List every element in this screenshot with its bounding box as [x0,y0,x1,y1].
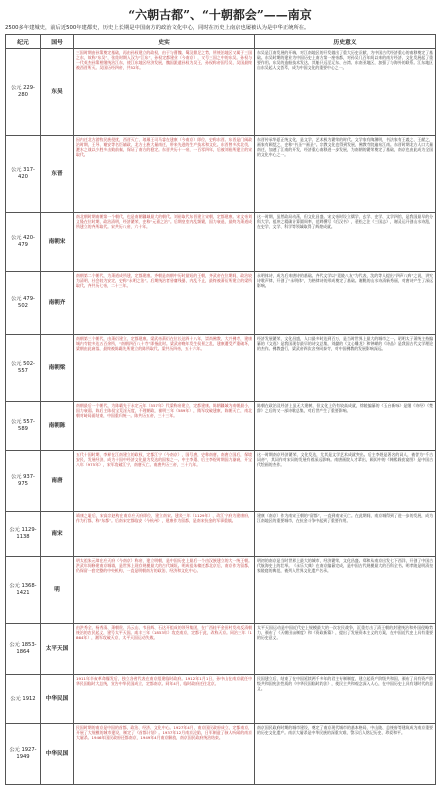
table-row [6,451,436,512]
era-cell: 公元 1927-1949 [6,724,41,785]
history-table [5,34,436,785]
history-cell [74,335,255,402]
significance-cell [255,557,436,624]
significance-text: 建康（南京）作为南宋王朝的“留都”，一直到南宋灭亡。在此期间，南京城得到了进一步的发展，成为江南地区的重要城市，在抗金斗争中起到了重要作用。 [257,513,433,524]
dynasty-cell: 南朝齐 [41,272,74,335]
history-text: 靖康之耻后，宋高宗赵构在南京应天府即位，建立南宋。建炎三年（1129年），改江宁府为建康府，作为行都，称“东都”。后南宋定都临安（今杭州），建康作为留都，是南宋抗金的军事重镇。 [76,513,252,524]
dynasty-cell: 明 [41,557,74,624]
history-text: 南朝第二个朝代，为萧道成所建，定都建康。齐朝是南朝中历时最短的王朝，齐武帝在位期间，政治较为清明，社会较为安定，史称“永明之治”。后期统治者昏庸残暴，内乱不止，最终被萧衍所建立的梁所取代。齐共历七帝，二十三年。 [76,273,252,289]
intro-text: 2500多年建城史，前后近500年建都史，历史上长期是中国南方的政治文化中心，同时在历史上南京也屡被认为是中华正统所在。 [5,25,310,31]
history-cell [74,624,255,675]
history-cell [74,49,255,136]
history-text: 五代十国时期，李昪在江南建立的政权，定都江宁（今南京），国号唐，史称南唐。南唐立国后，保境安民，发展经济，成为十国中经济文化最为发达的国家之一。中主李璟、后主李煜时期国力渐衰，开宝八年（975年），宋军攻破江宁，南唐灭亡。南唐共历三帝，三十九年。 [76,452,252,468]
significance-text: 太平天国运动是中国近代史上规模最大的一次农民战争，沉重打击了清王朝的封建统治和外国侵略势力，颁布了《天朝田亩制度》和《资政新篇》，提出了发展资本主义的方案，在中国近代史上具有重要的历史意义。 [257,625,433,641]
history-text: 因内迁北方游牧民族侵扰，西晋灭亡，琅琊王司马睿在建康（今南京）即位，史称东晋。东晋是门阀政治时期，王导、谢安等名臣辅政，北方士族大量南迁，带来先进的生产技术和文化。东晋曾多次北伐，淝水之战以少胜多击败前秦，保证了南方的稳定。东晋共历十一帝，一百零四年，后被刘裕所建立的宋取代。 [76,137,252,158]
dynasty-cell: 南宋 [41,512,74,557]
header-era: 纪元 [6,35,41,49]
significance-text: 陈朝在政治及经济上虽无大建树，但文化上仍有较高成就，徐陵编纂的《玉台新咏》是继《诗经》《楚辞》之后的又一部诗歌总集，对后世产生了重要影响。 [257,403,433,414]
history-cell [74,512,255,557]
history-text: 南朝最后一个朝代，为陈霸先于永定元年（557年）代梁称帝建立，定都建康。陈朝疆域为南朝最小，国力衰弱。陈后主陈叔宝荒淫无度，不理朝政，祯明三年（589年），隋军攻破建康，陈朝灭亡，南北朝对峙局面结束，中国重归统一。陈共历五帝，三十三年。 [76,403,252,419]
history-cell [74,272,255,335]
significance-cell [255,675,436,724]
table-row [6,402,436,451]
dynasty-cell: 南朝宋 [41,213,74,272]
dynasty-cell: 东吴 [41,49,74,136]
era-cell: 公元 1129-1138 [6,512,41,557]
page-title: “六朝古都”、“十朝都会”——南京 [128,8,312,22]
history-text: 南北朝时期南朝第一个朝代，也是南朝疆域最大的朝代。刘裕取代东晋建立宋朝，定都建康。宋文帝刘义隆在位时期，政治清明，经济繁荣，史称“元嘉之治”。后期皇室内乱频繁，国力衰退，最终为萧道成所建立的齐所取代。宋共历八帝，六十年。 [76,214,252,230]
significance-cell [255,624,436,675]
history-text: 1911年辛亥革命爆发后，独立各省代表在南京组建临时政府。1912年1月1日，孙中山在南京就任中华民国临时大总统，宣告中华民国成立，定都南京。同年4月，临时政府迁往北京。 [76,676,252,687]
era-cell: 公元 229-280 [6,49,41,136]
header-significance: 历史意义 [255,35,436,49]
significance-cell [255,272,436,335]
era-cell: 公元 502-557 [6,335,41,402]
significance-cell [255,136,436,213]
table-row [6,675,436,724]
dynasty-cell: 中华民国 [41,724,74,785]
dynasty-cell: 南唐 [41,451,74,512]
significance-text: 永明体诗，成为后来唐诗的基础。齐代文学以“竟陵八友”为代表，沈约等人提出“四声八病”之说，讲究诗歌声律，开创了“永明体”，为格律诗的形成奠定了基础。谢朓的山水诗清新秀丽，对唐诗产生了深远影响。 [257,273,433,289]
history-cell [74,451,255,512]
era-cell: 公元 1368-1421 [6,557,41,624]
dynasty-cell: 中华民国 [41,675,74,724]
dynasty-cell: 东晋 [41,136,74,213]
significance-text: 东吴是江南发展的开端，对江南地区的开发做出了重大历史贡献，为中国古代经济重心的南移奠定了基础。东吴时期的建业为中国历史上南方第一座帝都，对孙吴几百年间以来的南方经济、文化发展起了重要作用。东吴的造船技术发达，其船只远至辽东、台湾、东南亚地区，加强了与海外的联系。江东地区自东吴起人文荟萃，成为中国文化的重要中心之一。 [257,50,433,71]
history-text: 明太祖朱元璋在应天府（今南京）称帝，建立明朝，是中国历史上最后一个由汉族建立的大一统王朝。洪武年间修建南京城墙，是世界上现存规模最大的古代城垣。明成祖朱棣迁都北京后，南京作为留都，仍保留一套完整的中央机构，一直是明朝南方的政治、经济和文化中心。 [76,558,252,574]
history-cell [74,724,255,785]
era-cell: 公元 937-975 [6,451,41,512]
table-row [6,272,436,335]
dynasty-cell: 太平天国 [41,624,74,675]
history-text: 三国时期由孙策奠定基础，再由孙权建立的政权，由于与曹魏、蜀汉鼎足之势，所统治地区又属于三国之东，故称“东吴”，张纮时期入汉为“江东”，孙权定都建业（今南京），又号三国之中的东吴。孙权与一代英杰孙策相继统治江东，使江东地区经济发展，魏国派遣孙权为吴王，孙权称帝国号吴，吴国最终被西晋所灭。吴国历经四帝，共52年。 [76,50,252,71]
table-row [6,335,436,402]
header-dynasty: 国号 [41,35,74,49]
history-cell [74,557,255,624]
dynasty-cell: 南朝梁 [41,335,74,402]
table-row [6,724,436,785]
significance-cell [255,724,436,785]
era-cell: 公元 1912 [6,675,41,724]
significance-text: 南京国民政府时期的城市建设，奠定了南京现代城市的基本格局，中山陵、总统府等建筑成为南京重要的历史文化遗产。南京大屠杀是中华民族的深重灾难，警示后人铭记历史、珍爱和平。 [257,725,433,736]
era-cell: 公元 479-502 [6,272,41,335]
significance-cell [255,335,436,402]
significance-text: 明初的南京是当时世界上最大的城市，经济繁荣，文化昌盛。郑和从南京出发七下西洋，开创了中国古代航海史上的壮举。《永乐大典》在南京编纂完成，是中国古代规模最大的百科全书。明孝陵是明清皇家陵寝的典范，被列入世界文化遗产名录。 [257,558,433,574]
significance-text: 这一时期，虽然政局动荡，但文化昌盛。宋文帝时设立儒学、玄学、史学、文学四馆，是我国最早的分科大学。祖冲之精确计算圆周率，范晔撰写《后汉书》，裴松之注《三国志》，谢灵运开创山水诗派，在史学、文学、科学等领域取得了辉煌成就。 [257,214,433,230]
significance-cell [255,451,436,512]
table-row [6,624,436,675]
significance-text: 经济发展繁荣，文化昌盛，人口最多时达到百万，是当时世界上最大的城市之一。昭明太子萧统主持编纂的《文选》是我国现存最早的诗文总集，刘勰的《文心雕龙》和钟嵘的《诗品》是我国古代文学理论的杰作。佛教盛行，梁武帝四次舍身同泰寺，对中国佛教的发展影响深远。 [257,336,433,352]
significance-cell [255,402,436,451]
table-header-row [6,35,436,49]
table-row [6,49,436,136]
era-cell: 公元 1853-1864 [6,624,41,675]
history-cell [74,675,255,724]
history-text: 由洪秀全、杨秀清、萧朝贵、冯云山、韦昌辉、石达开组成的领导集团，在广西桂平金田村发动反清朝统治的农民起义，建号太平天国。咸丰三年（1853年）攻克南京，定都于此，改称天京。同治三年（1864年），湘军攻破天京，太平天国运动失败。 [76,625,252,641]
history-text: 南朝第三个朝代，由萧衍建立，定都建康。梁武帝萧衍在位长达四十八年，崇尚佛教，大兴佛寺，建康城内寺院多达五百余所，“南朝四百八十寺”即指此时。梁武帝晚年发生侯景之乱，建康遭受严重破坏，梁朝由此衰落，最终被陈霸先所建立的陈所取代。梁共历四帝，五十六年。 [76,336,252,352]
header-history: 史实 [74,35,255,49]
era-cell: 公元 557-589 [6,402,41,451]
table-row [6,512,436,557]
table-row [6,213,436,272]
era-cell: 公元 317-420 [6,136,41,213]
era-cell: 公元 420-479 [6,213,41,272]
history-cell [74,213,255,272]
history-cell [74,136,255,213]
dynasty-cell: 南朝陈 [41,402,74,451]
significance-text: 民国建立后，结束了在中国延续两千多年的君主专制制度，建立起资产阶级共和国，颁布了具有资产阶级共和国宪法性质的《中华民国临时约法》，使民主共和观念深入人心，在中国历史上具有划时代的意义。 [257,676,433,692]
history-cell [74,402,255,451]
significance-cell [255,49,436,136]
history-text: 民国时期的南京是中国的首都，政治、经济、文化中心。1927年4月，南京国民政府成立，定都南京，开展了大规模的城市建设，制定了《首都计划》。1937年12月南京沦陷，日军制造了骇人听闻的南京大屠杀。1946年国民政府还都南京，1949年4月南京解放，南京国民政府统治结束。 [76,725,252,741]
table-row [6,136,436,213]
significance-cell [255,213,436,272]
table-row [6,557,436,624]
significance-text: 东晋传承华夏正统文化，是文学、艺术极为繁荣的时代。文学家有陶渊明，书法家有王羲之、王献之，画家有顾恺之，史称“书圣”“画圣”。宗教文化也得到发展，佛教寺院遍布江南。东晋时期北方人口大量南迁，加速了江南的开发，经济重心南移进一步发展，为南朝的繁荣奠定了基础，南京也由此成为全国的文化中心之一。 [257,137,433,158]
significance-text: 这一时期南京经济繁荣、文化发达，尤其是文学艺术成就突出。后主李煜是著名的词人，被誉为“千古词帝”，其词作对宋词的发展有着深远影响。南唐画院人才辈出，顾闳中的《韩熙载夜宴图》是中国古代绘画的杰作。 [257,452,433,468]
significance-cell [255,512,436,557]
